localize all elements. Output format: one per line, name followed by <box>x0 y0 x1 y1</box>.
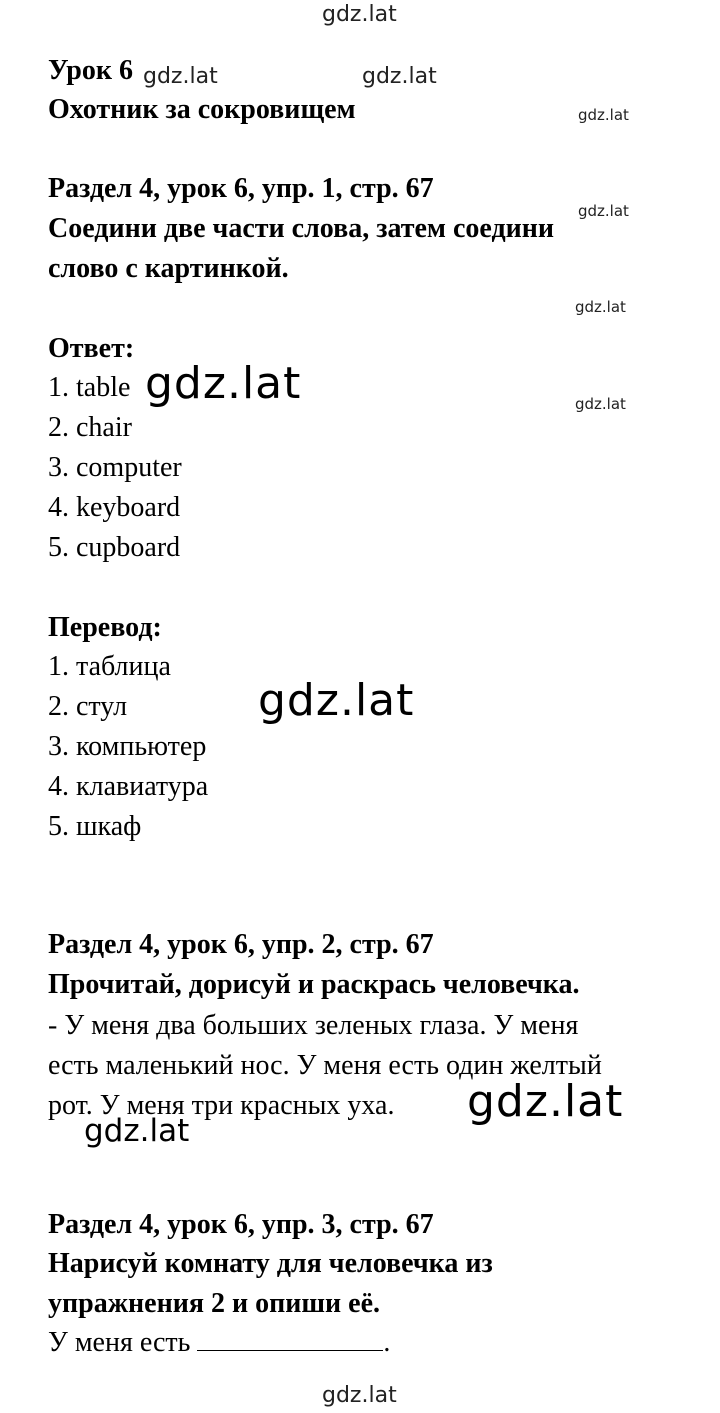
watermark: gdz.lat <box>362 64 437 89</box>
ex2-heading: Раздел 4, урок 6, упр. 2, стр. 67 <box>48 929 434 960</box>
translation-item: 1. таблица <box>48 651 171 682</box>
answer-label: Ответ: <box>48 333 135 364</box>
ex1-task-line1: Соедини две части слова, затем соедини <box>48 213 555 244</box>
ex2-text-line3: рот. У меня три красных уха. <box>48 1090 395 1121</box>
ex2-text-line2: есть маленький нос. У меня есть один желтый <box>48 1050 602 1081</box>
ex3-heading: Раздел 4, урок 6, упр. 3, стр. 67 <box>48 1209 434 1240</box>
ex3-task-line2: упражнения 2 и опиши её. <box>48 1288 381 1319</box>
watermark: gdz.lat <box>322 1383 397 1408</box>
answer-item: 4. keyboard <box>48 492 181 523</box>
translation-item: 4. клавиатура <box>48 771 209 802</box>
watermark: gdz.lat <box>258 675 415 726</box>
ex1-task-line2: слово с картинкой. <box>48 253 289 284</box>
answer-item: 2. chair <box>48 412 132 443</box>
ex1-heading: Раздел 4, урок 6, упр. 1, стр. 67 <box>48 173 434 204</box>
ex3-task-line1: Нарисуй комнату для человечка из <box>48 1248 493 1279</box>
watermark: gdz.lat <box>467 1076 624 1127</box>
watermark: gdz.lat <box>322 2 397 27</box>
lesson-number: Урок 6 <box>48 55 133 86</box>
ex2-text-line1: - У меня два больших зеленых глаза. У меня <box>48 1010 579 1041</box>
ex2-task: Прочитай, дорисуй и раскрась человечка. <box>48 969 580 1000</box>
ex3-text-start: У меня есть <box>48 1327 191 1358</box>
watermark: gdz.lat <box>143 64 218 89</box>
translation-item: 5. шкаф <box>48 811 142 842</box>
ex3-text-end: . <box>383 1327 391 1358</box>
watermark: gdz.lat <box>84 1113 190 1149</box>
watermark: gdz.lat <box>145 358 302 409</box>
answer-blank-line <box>197 1326 383 1351</box>
translation-item: 3. компьютер <box>48 731 207 762</box>
answer-item: 5. cupboard <box>48 532 181 563</box>
lesson-title: Охотник за сокровищем <box>48 94 356 125</box>
watermark: gdz.lat <box>578 202 629 220</box>
translation-label: Перевод: <box>48 612 162 643</box>
watermark: gdz.lat <box>578 106 629 124</box>
watermark: gdz.lat <box>575 395 626 413</box>
answer-item: 1. table <box>48 372 131 403</box>
ex3-text <box>48 1325 390 1361</box>
answer-item: 3. computer <box>48 452 182 483</box>
translation-item: 2. стул <box>48 691 128 722</box>
watermark: gdz.lat <box>575 298 626 316</box>
